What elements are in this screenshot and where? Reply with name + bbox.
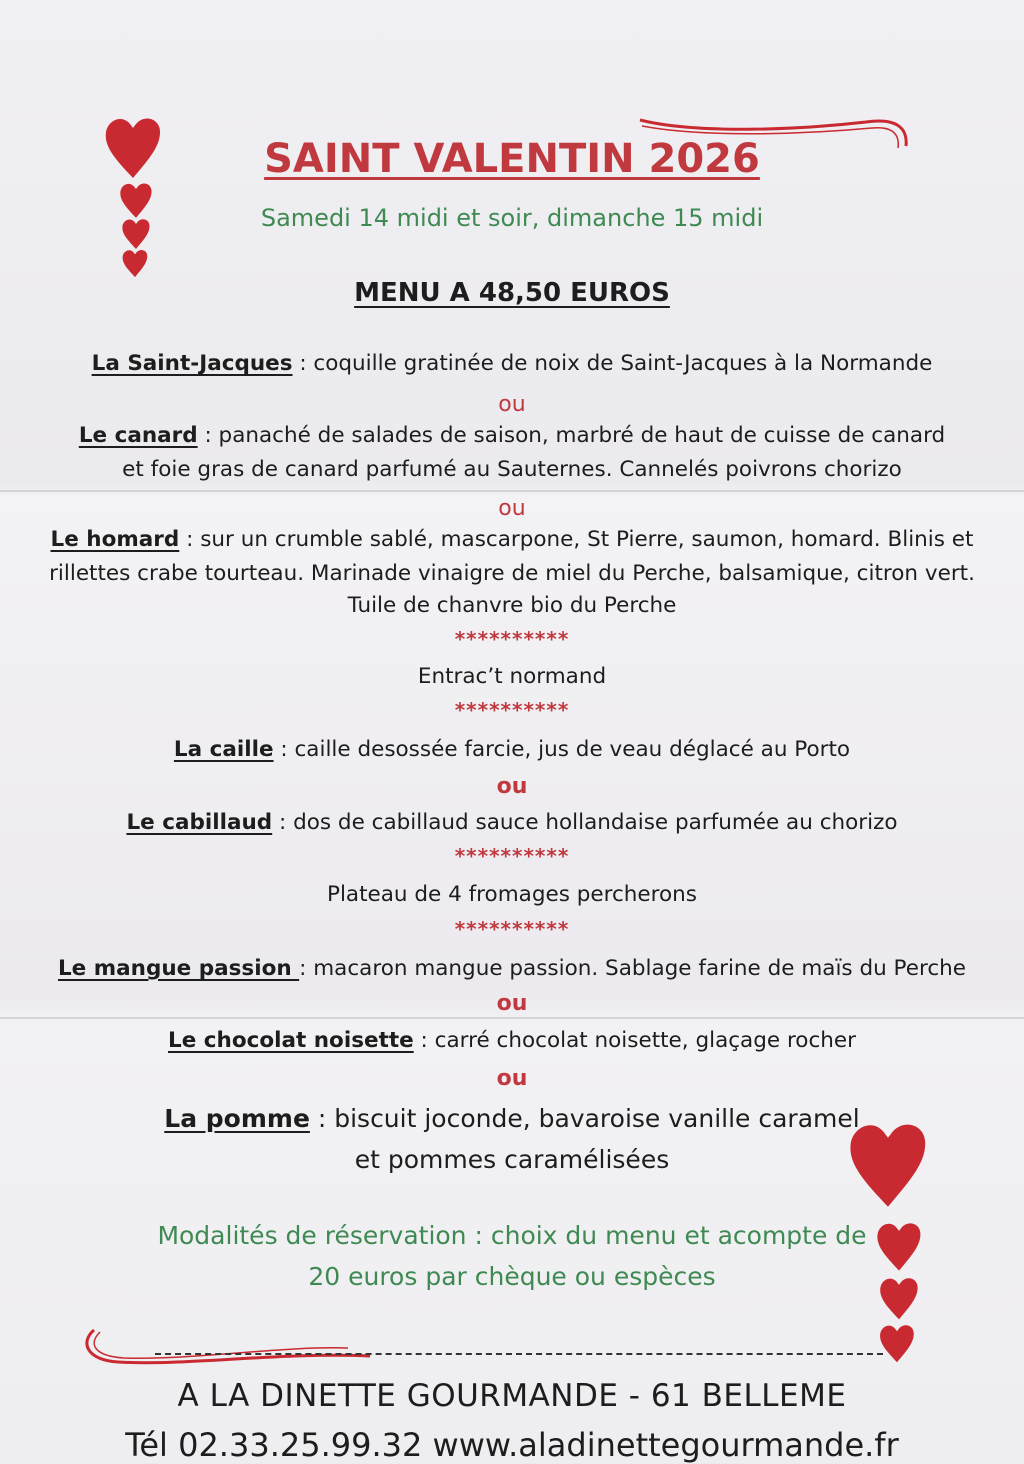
fromages-item: Plateau de 4 fromages percherons <box>326 882 697 907</box>
dashed-divider <box>155 1353 883 1355</box>
menu-price-heading: MENU A 48,50 EUROS <box>354 278 670 308</box>
reservation-note: Modalités de réservation : choix du menu et acompte de <box>157 1221 867 1250</box>
dish-name: Le cabillaud <box>126 810 273 835</box>
heart-icon <box>879 1274 919 1322</box>
stars-separator: ********** <box>454 844 570 868</box>
separator-ou: ou <box>498 392 526 417</box>
menu-item-caille <box>0 737 1024 762</box>
dish-description-continued: rillettes crabe tourteau. Marinade vinaigre de miel du Perche, balsamique, citron vert. <box>49 561 975 586</box>
dish-description: : dos de cabillaud sauce hollandaise parfumée au chorizo <box>272 810 898 835</box>
separator-ou: ou <box>498 496 526 521</box>
dish-description-continued: Tuile de chanvre bio du Perche <box>347 593 677 618</box>
menu-item-cabillaud <box>0 810 1024 835</box>
entracte-item: Entrac’t normand <box>417 664 607 689</box>
dish-name: La caille <box>173 737 274 762</box>
dish-description: : caille desossée farcie, jus de veau déglacé au Porto <box>273 737 851 762</box>
dish-description: : macaron mangue passion. Sablage farine de maïs du Perche <box>299 956 967 981</box>
menu-item-mangue-passion <box>0 956 1024 981</box>
heart-icon <box>879 1322 915 1364</box>
dish-name: Le canard <box>78 423 198 448</box>
dish-description: : sur un crumble sablé, mascarpone, St Pierre, saumon, homard. Blinis et <box>179 527 974 552</box>
dish-name: La Saint-Jacques <box>91 351 293 376</box>
swirl-ornament <box>78 1326 378 1370</box>
reservation-note: 20 euros par chèque ou espèces <box>308 1262 716 1291</box>
menu-item-canard <box>0 423 1024 448</box>
dish-description-continued: et pommes caramélisées <box>354 1145 670 1174</box>
dish-description: : panaché de salades de saison, marbré de haut de cuisse de canard <box>197 423 946 448</box>
page-title: SAINT VALENTIN 2026 <box>264 136 760 182</box>
stars-separator: ********** <box>454 917 570 941</box>
page-subtitle: Samedi 14 midi et soir, dimanche 15 midi <box>260 204 764 232</box>
dish-description: : coquille gratinée de noix de Saint-Jacques à la Normande <box>292 351 933 376</box>
dish-description-continued: et foie gras de canard parfumé au Sauternes. Cannelés poivrons chorizo <box>122 457 902 482</box>
dish-name: La pomme <box>164 1104 310 1133</box>
heart-icon <box>848 1112 928 1216</box>
dish-name: Le homard <box>50 527 180 552</box>
paper-fold-line <box>0 490 1024 492</box>
menu-item-saint-jacques <box>0 351 1024 376</box>
dish-description: : carré chocolat noisette, glaçage rocher <box>413 1028 856 1053</box>
separator-ou: ou <box>496 991 528 1016</box>
heart-icon <box>121 248 149 278</box>
stars-separator: ********** <box>454 698 570 722</box>
dish-name: Le mangue passion <box>57 956 300 981</box>
stars-separator: ********** <box>454 627 570 651</box>
heart-icon <box>876 1218 922 1274</box>
paper-fold-line <box>0 1017 1024 1019</box>
restaurant-name: A LA DINETTE GOURMANDE - 61 BELLEME <box>177 1378 847 1414</box>
menu-item-chocolat-noisette <box>0 1028 1024 1053</box>
restaurant-contact: Tél 02.33.25.99.32 www.aladinettegourmande.fr <box>125 1426 899 1464</box>
menu-item-homard <box>0 527 1024 552</box>
dish-name: Le chocolat noisette <box>168 1028 414 1053</box>
dish-description: : biscuit joconde, bavaroise vanille caramel <box>309 1104 860 1133</box>
separator-ou: ou <box>496 1066 528 1091</box>
separator-ou: ou <box>496 774 528 799</box>
